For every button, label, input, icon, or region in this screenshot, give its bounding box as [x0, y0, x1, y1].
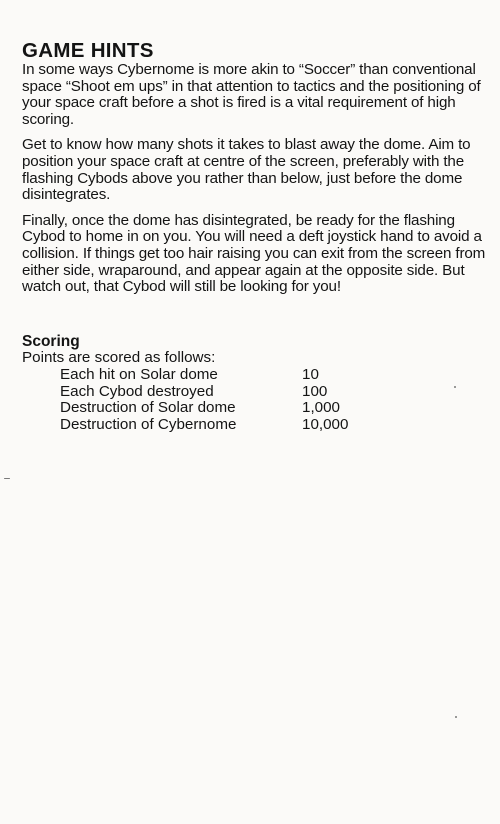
score-value: 10 — [302, 365, 319, 383]
score-row — [22, 400, 492, 417]
print-speck — [454, 386, 456, 388]
manual-page — [22, 40, 492, 433]
score-row — [22, 417, 492, 434]
score-label: Each hit on Solar dome — [60, 365, 218, 383]
hint-paragraph-1: In some ways Cybernome is more akin to “Soccer” than conventional space “Shoot em ups” in that attention to tactics and the positioning of your space craft before a shot is fired is a vital requirement of high scoring. — [22, 61, 481, 128]
print-speck — [4, 478, 10, 479]
score-value: 100 — [302, 382, 328, 400]
scoring-heading: Scoring — [22, 332, 80, 350]
hint-paragraph-2: Get to know how many shots it takes to blast away the dome. Aim to position your space craft at centre of the screen, preferably with the flashing Cybods above you rather than below, just before the dome disintegrates. — [22, 136, 471, 204]
score-row — [22, 367, 492, 384]
score-label: Destruction of Solar dome — [60, 399, 236, 417]
game-hints-heading: GAME HINTS — [22, 39, 154, 62]
hint-paragraph-3: Finally, once the dome has disintegrated, be ready for the flashing Cybod to home in on you. You will need a deft joystick hand to avoid a collision. If things get too hair raising you can exit from the screen from either side, wraparound, and appear again at the opposite side. But watch out, that Cybod will still be looking for you! — [22, 211, 486, 296]
score-label: Each Cybod destroyed — [60, 382, 214, 400]
print-speck — [455, 716, 457, 718]
score-label: Destruction of Cybernome — [60, 415, 237, 433]
score-value: 1,000 — [302, 399, 341, 417]
score-value: 10,000 — [302, 415, 349, 433]
score-table — [22, 367, 492, 433]
score-row — [22, 384, 492, 401]
scoring-intro: Points are scored as follows: — [22, 349, 216, 367]
